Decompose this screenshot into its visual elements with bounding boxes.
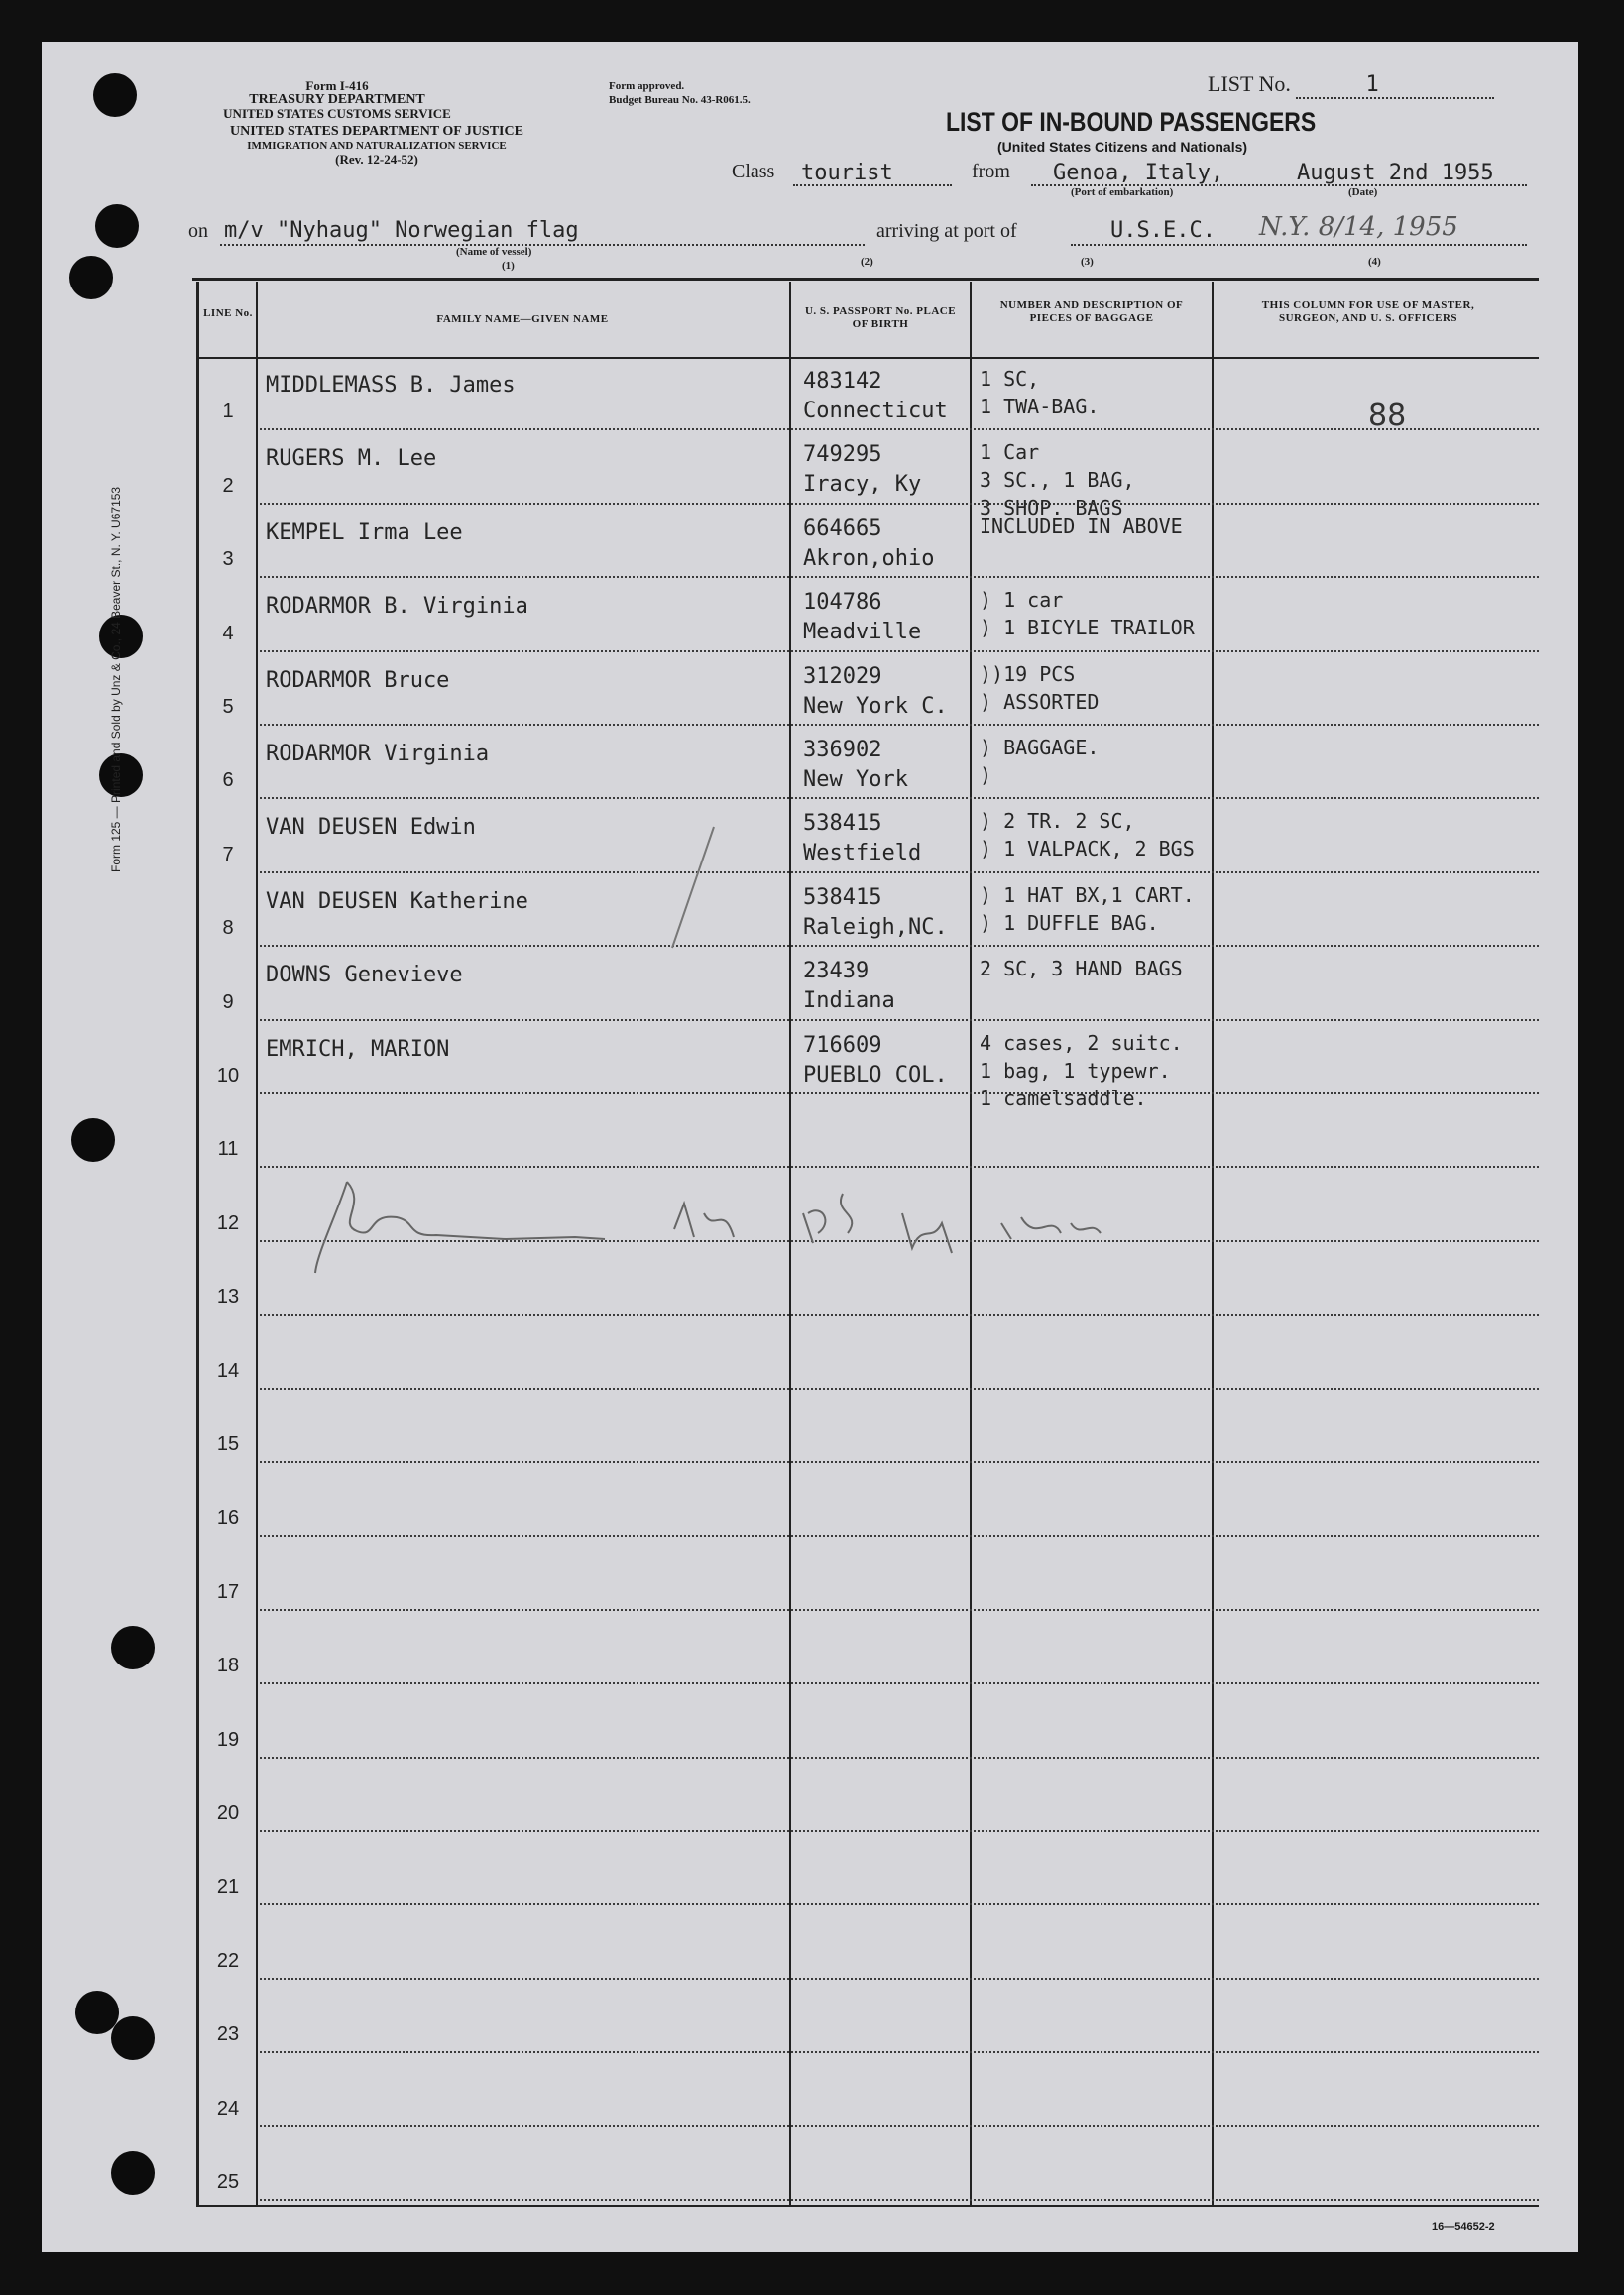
line-number: 22 <box>216 1949 240 1972</box>
line-number: 10 <box>216 1065 240 1087</box>
passport-number: 664665 <box>803 516 882 541</box>
caption-3: (3) <box>1081 256 1094 268</box>
line-number: 11 <box>217 1138 239 1161</box>
vessel-name: m/v "Nyhaug" Norwegian flag <box>224 218 579 243</box>
line-number: 25 <box>216 2171 240 2193</box>
baggage-line: 1 bag, 1 typewr. <box>980 1058 1171 1083</box>
from-label: from <box>972 161 1010 182</box>
page-subtitle: (United States Citizens and Nationals) <box>997 139 1248 155</box>
arriving-label: arriving at port of <box>876 220 1017 242</box>
passenger-name: DOWNS Genevieve <box>266 963 463 988</box>
birth-place: PUEBLO COL. <box>803 1062 948 1088</box>
passport-number: 538415 <box>803 811 882 837</box>
line-number: 24 <box>216 2097 240 2120</box>
caption-2: (2) <box>861 256 873 268</box>
birth-place: New York <box>803 767 908 792</box>
class-dots <box>793 184 952 186</box>
punch-hole <box>111 2151 155 2195</box>
arrival-handwritten: N.Y. 8/14, 1955 <box>1259 212 1458 242</box>
passenger-name: RODARMOR Virginia <box>266 742 490 766</box>
port-caption: (Port of embarkation) <box>1071 186 1174 198</box>
baggage-line: 4 cases, 2 suitc. <box>980 1030 1183 1055</box>
line-number: 2 <box>222 474 234 497</box>
row-rule <box>260 2199 1539 2201</box>
passenger-name: RUGERS M. Lee <box>266 446 437 472</box>
class-label: Class <box>732 161 775 182</box>
baggage-line: ) BAGGAGE. <box>980 736 1100 759</box>
baggage-line: INCLUDED IN ABOVE <box>980 514 1183 538</box>
line-number: 20 <box>216 1802 240 1824</box>
passport-number: 312029 <box>803 663 882 689</box>
header-rule <box>198 357 1539 359</box>
baggage-line: 1 SC, <box>980 367 1040 391</box>
dept-justice: UNITED STATES DEPARTMENT OF JUSTICE IMMIGRATION AND NATURALIZATION SERVICE (Rev. 12-24-52) <box>230 124 523 167</box>
line-number: 3 <box>222 548 234 571</box>
footer-code: 16—54652-2 <box>1432 2221 1495 2233</box>
row-rule <box>260 1978 1539 1980</box>
row-rule <box>260 1757 1539 1759</box>
line-number: 18 <box>216 1655 240 1677</box>
birth-place: Westfield <box>803 841 922 866</box>
table-top-rule <box>192 278 1539 281</box>
class-value: tourist <box>801 161 893 185</box>
vessel-caption: (Name of vessel) <box>456 246 532 258</box>
printer-side-text: Form 125 — Printed and Sold by Unz & Co., 24 Beaver St., N. Y. U67153 <box>109 486 123 872</box>
row-rule <box>260 2051 1539 2053</box>
punch-hole <box>71 1118 115 1162</box>
baggage-line: 3 SC., 1 BAG, <box>980 468 1135 493</box>
passenger-name: RODARMOR B. Virginia <box>266 594 528 620</box>
punch-hole <box>95 204 139 248</box>
row-rule <box>260 1609 1539 1611</box>
signature-scribble <box>307 1174 1180 1283</box>
passport-number: 749295 <box>803 442 882 468</box>
line-number: 17 <box>216 1580 240 1603</box>
punch-hole <box>111 1626 155 1669</box>
row-rule <box>260 1166 1539 1168</box>
passport-number: 538415 <box>803 884 882 910</box>
line-number: 4 <box>222 622 234 644</box>
arrival-dots <box>1071 244 1527 246</box>
date-caption: (Date) <box>1348 186 1378 198</box>
baggage-line: ) 1 DUFFLE BAG. <box>980 910 1159 935</box>
baggage-line: 3 SHOP. BAGS <box>980 496 1123 520</box>
vessel-dots <box>220 244 865 246</box>
budget-approval: Form approved. Budget Bureau No. 43-R061.5. <box>609 80 751 106</box>
row-rule <box>260 1019 1539 1021</box>
row-rule <box>260 871 1539 873</box>
row-rule <box>260 650 1539 652</box>
row-rule <box>260 1535 1539 1537</box>
passport-number: 716609 <box>803 1032 882 1058</box>
birth-place: Raleigh,NC. <box>803 914 948 940</box>
passenger-name: VAN DEUSEN Edwin <box>266 815 476 841</box>
col-header-baggage: NUMBER AND DESCRIPTION OF PIECES OF BAGGAGE <box>999 299 1184 324</box>
row-rule <box>260 1682 1539 1684</box>
baggage-line: ) ASSORTED <box>980 689 1100 714</box>
passenger-name: KEMPEL Irma Lee <box>266 519 463 545</box>
col-rule-4 <box>1212 282 1214 2207</box>
baggage-line: 2 SC, 3 HAND BAGS <box>980 957 1183 981</box>
punch-hole <box>93 73 137 117</box>
punch-hole <box>111 2016 155 2060</box>
baggage-line: ) <box>980 763 992 787</box>
officer-note: 88 <box>1368 399 1407 433</box>
passenger-name: RODARMOR Bruce <box>266 667 450 693</box>
pen-mark <box>664 823 724 952</box>
passenger-name: MIDDLEMASS B. James <box>266 373 516 398</box>
line-number: 8 <box>222 917 234 940</box>
line-number: 6 <box>222 769 234 792</box>
row-rule <box>260 1314 1539 1316</box>
caption-4: (4) <box>1368 256 1381 268</box>
row-rule <box>260 945 1539 947</box>
line-number: 7 <box>222 843 234 865</box>
line-number: 15 <box>216 1434 240 1455</box>
col-header-line: LINE No. <box>203 307 253 319</box>
form-id: Form I-416 TREASURY DEPARTMENT UNITED STATES CUSTOMS SERVICE <box>223 78 451 121</box>
passport-number: 336902 <box>803 738 882 762</box>
birth-place: Akron,ohio <box>803 545 935 571</box>
baggage-line: ) 1 VALPACK, 2 BGS <box>980 837 1195 861</box>
page-title: LIST OF IN-BOUND PASSENGERS <box>946 107 1317 137</box>
embark-date: August 2nd 1955 <box>1297 161 1494 185</box>
col-rule-1 <box>256 282 258 2207</box>
baggage-line: 1 TWA-BAG. <box>980 395 1100 418</box>
line-number: 12 <box>216 1211 240 1234</box>
baggage-line: ))19 PCS <box>980 661 1076 686</box>
line-number: 23 <box>216 2023 240 2046</box>
row-rule <box>260 1461 1539 1463</box>
table-left-rule <box>196 282 199 2207</box>
baggage-line: 1 Car <box>980 440 1040 465</box>
row-rule <box>260 1903 1539 1905</box>
passenger-name: VAN DEUSEN Katherine <box>266 888 528 914</box>
row-rule <box>260 2125 1539 2127</box>
birth-place: Indiana <box>803 988 895 1014</box>
baggage-line: ) 1 HAT BX,1 CART. <box>980 882 1195 907</box>
caption-1: (1) <box>502 260 515 272</box>
passport-number: 23439 <box>803 959 870 984</box>
list-number: LIST No. 1 <box>1208 71 1494 99</box>
passport-number: 104786 <box>803 590 882 616</box>
row-rule <box>260 576 1539 578</box>
col-header-officers: THIS COLUMN FOR USE OF MASTER, SURGEON, AND U. S. OFFICERS <box>1261 299 1475 324</box>
line-number: 16 <box>216 1507 240 1530</box>
birth-place: Iracy, Ky <box>803 472 922 498</box>
embark-port: Genoa, Italy, <box>1053 161 1224 185</box>
line-number: 21 <box>216 1876 240 1898</box>
on-label: on <box>188 220 208 242</box>
punch-hole <box>69 256 113 299</box>
baggage-line: ) 2 TR. 2 SC, <box>980 809 1135 834</box>
birth-place: Connecticut <box>803 399 948 423</box>
baggage-line: ) 1 BICYLE TRAILOR <box>980 616 1195 640</box>
baggage-line: ) 1 car <box>980 588 1064 613</box>
passport-number: 483142 <box>803 369 882 394</box>
passenger-name: EMRICH, MARION <box>266 1036 450 1062</box>
row-rule <box>260 1388 1539 1390</box>
birth-place: New York C. <box>803 693 948 719</box>
row-rule <box>260 428 1539 430</box>
row-rule <box>260 1092 1539 1094</box>
row-rule <box>260 797 1539 799</box>
line-number: 19 <box>216 1728 240 1751</box>
row-rule <box>260 1830 1539 1832</box>
row-rule <box>260 724 1539 726</box>
arrival-port: U.S.E.C. <box>1110 218 1216 243</box>
row-rule <box>260 503 1539 505</box>
table-bottom-rule <box>198 2205 1539 2207</box>
col-header-passport: U. S. PASSPORT No. PLACE OF BIRTH <box>804 305 957 330</box>
line-number: 9 <box>222 990 234 1013</box>
birth-place: Meadville <box>803 620 922 645</box>
line-number: 5 <box>222 696 234 718</box>
line-number: 14 <box>216 1359 240 1382</box>
line-number: 13 <box>216 1286 240 1309</box>
col-header-name: FAMILY NAME—GIVEN NAME <box>436 313 609 325</box>
line-number: 1 <box>222 401 234 423</box>
baggage-line: 1 camelsaddle. <box>980 1086 1147 1110</box>
